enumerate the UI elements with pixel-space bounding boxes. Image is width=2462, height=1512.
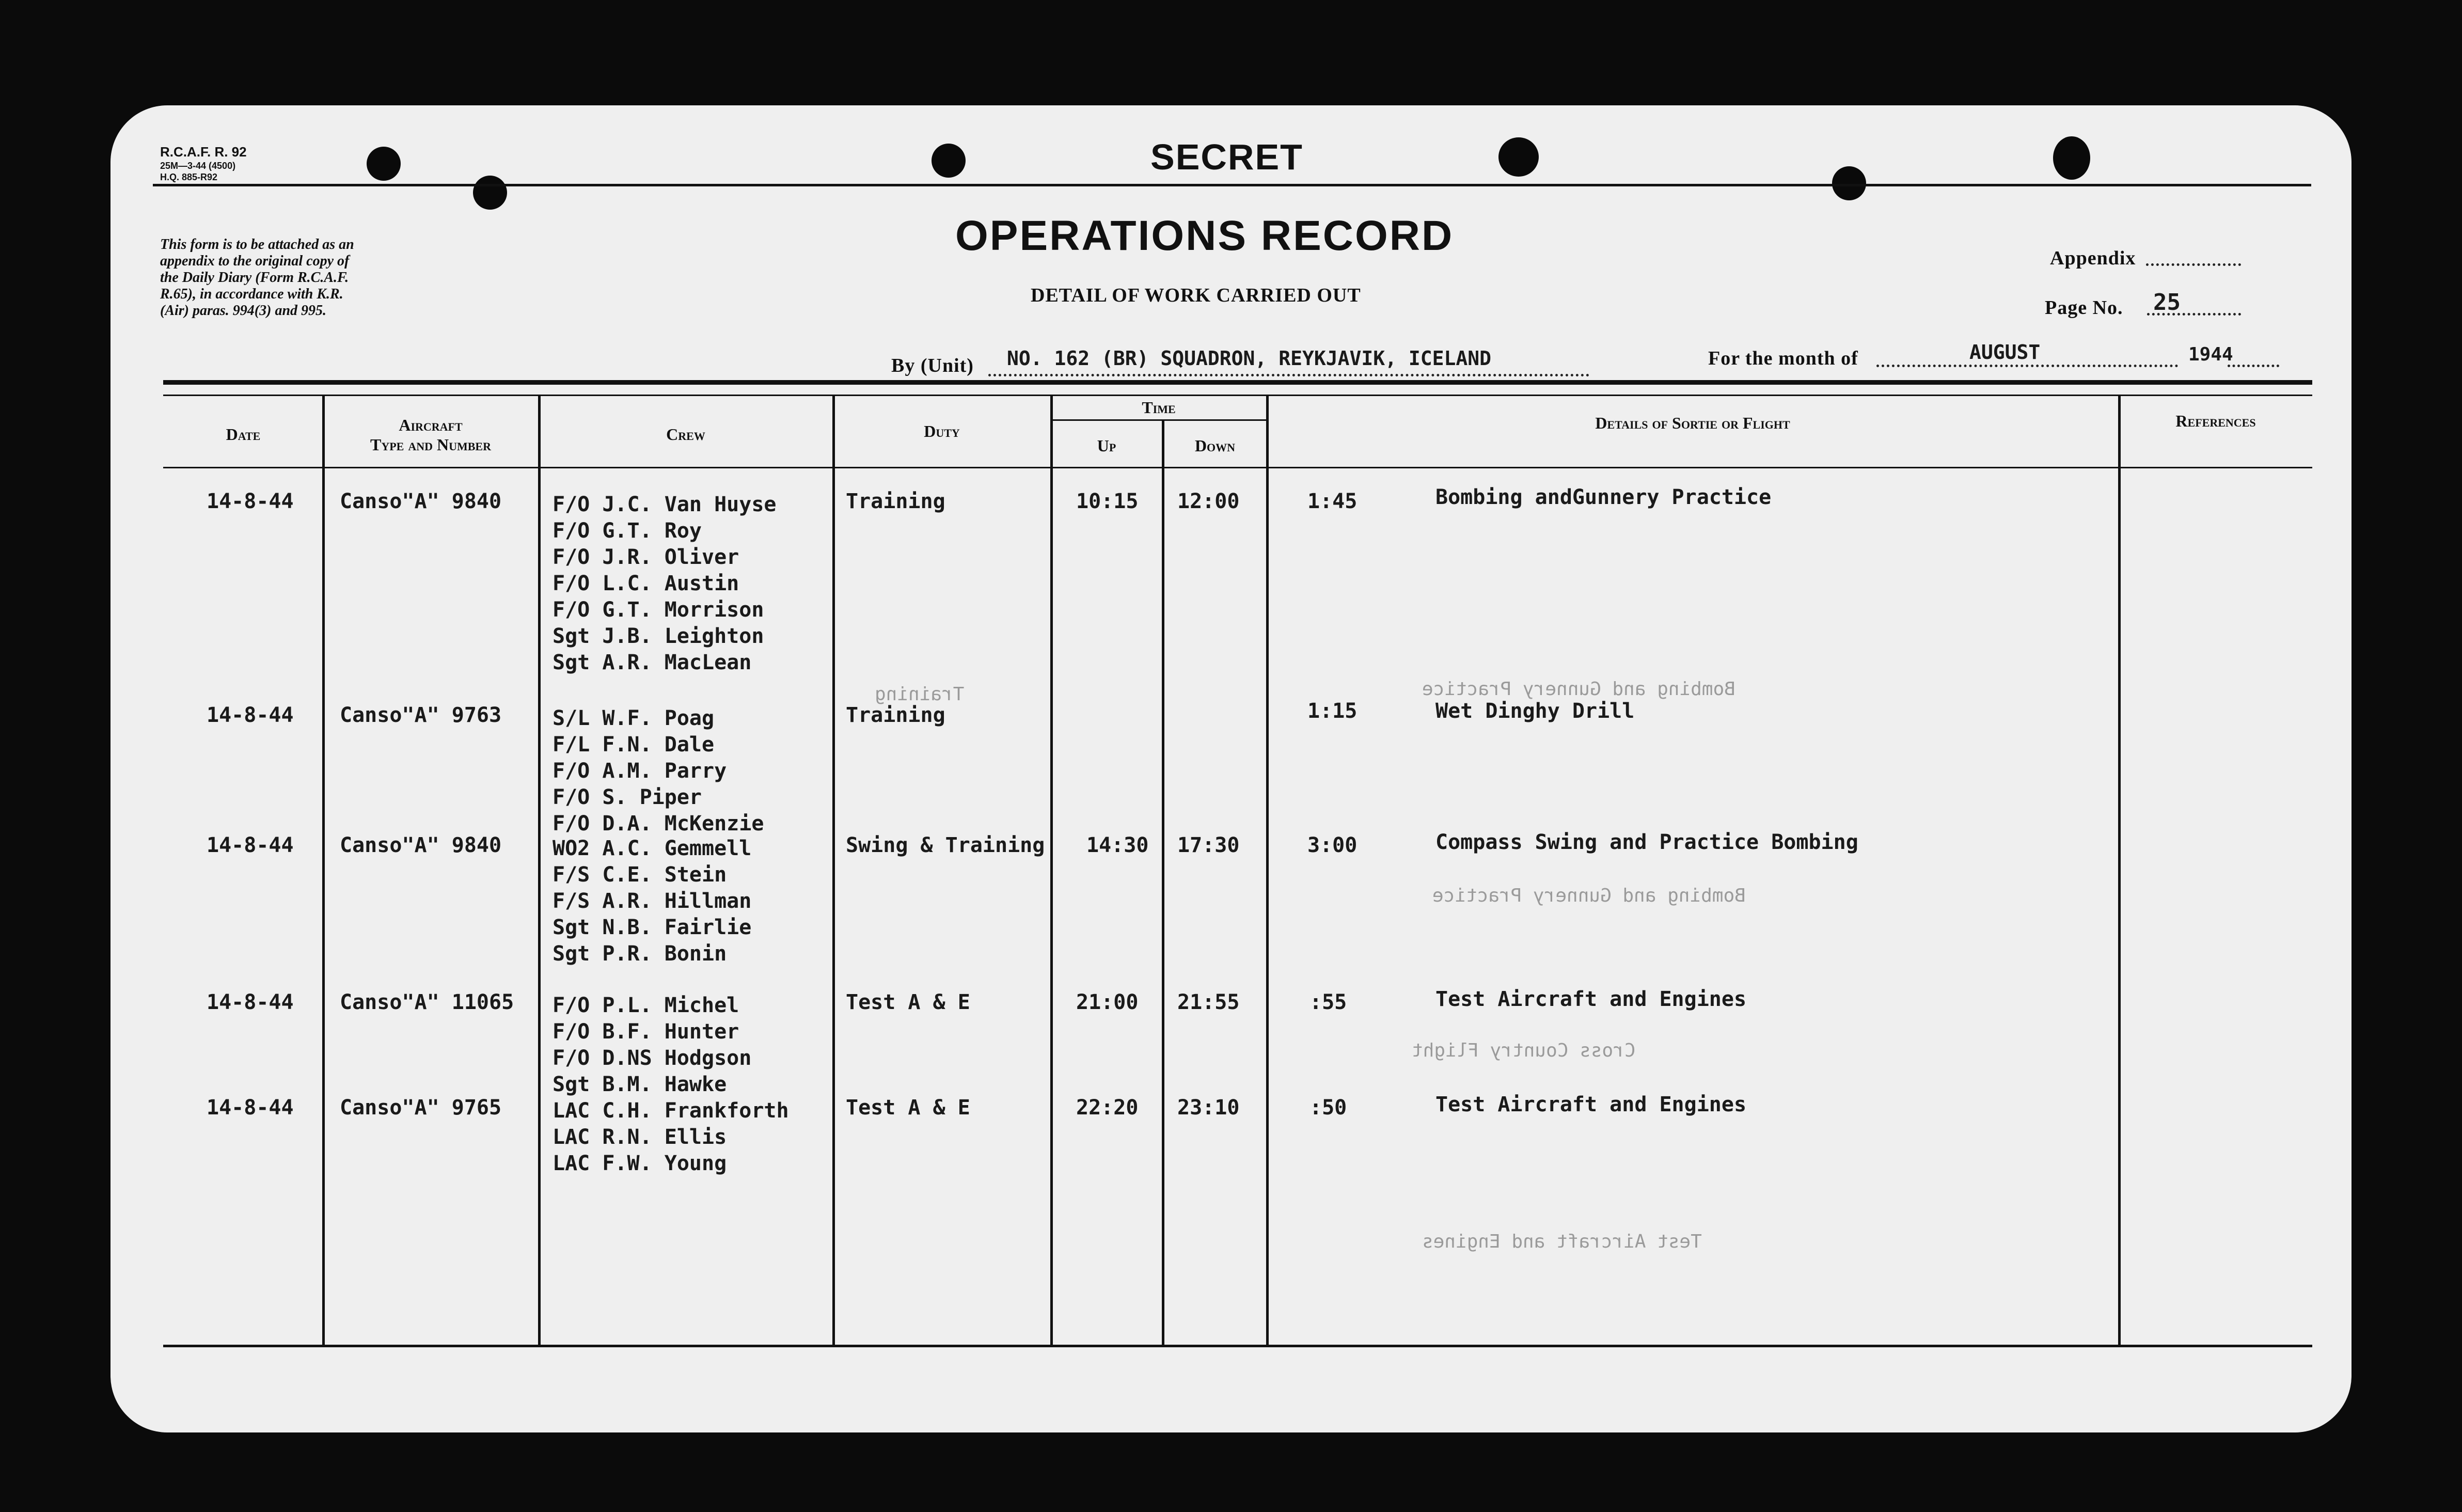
row-duration: 3:00 [1307,833,1358,857]
row-duty: Test A & E [846,990,970,1014]
row-crew-list [553,705,764,837]
year-field [2228,365,2279,367]
table-bottom-rule [163,1345,2312,1347]
row-crew-list [553,492,776,676]
row-date: 14-8-44 [207,703,294,727]
header-aircraft-line1: Aircraft [399,416,463,434]
year-value: 1944 [2188,344,2233,365]
month-field [1876,365,2178,367]
row-aircraft: Canso"A" 9763 [340,703,502,727]
form-code-block [160,144,247,183]
show-through-text: Training [875,684,965,705]
top-rule [153,184,2311,186]
row-crew-list [553,993,751,1098]
crew-member: F/L F.N. Dale [553,733,715,757]
punch-hole [473,176,507,210]
punch-hole [1832,166,1866,200]
header-references: References [2175,412,2256,430]
form-title: OPERATIONS RECORD [955,212,1454,259]
row-duration: :50 [1309,1096,1347,1120]
show-through-text: Bombing and Gunnery Practice [1432,885,1746,906]
time-subheader-rule [1051,419,1267,421]
row-duration: :55 [1309,990,1347,1014]
table-top-rule [163,380,2312,385]
row-aircraft: Canso"A" 11065 [340,990,514,1014]
crew-member: Sgt P.R. Bonin [553,942,727,966]
row-time-down: 17:30 [1177,833,1240,857]
unit-value: NO. 162 (BR) SQUADRON, REYKJAVIK, ICELAND [1007,347,1491,370]
page-number: 25 [2153,289,2181,316]
crew-member: F/O D.NS Hodgson [553,1046,752,1070]
crew-member: F/O P.L. Michel [553,994,739,1017]
punch-hole [367,147,401,181]
form-subtitle: DETAIL OF WORK CARRIED OUT [1031,285,1361,306]
row-details: Compass Swing and Practice Bombing [1435,830,1858,854]
instructions [160,237,449,319]
instruction-line: (Air) paras. 994(3) and 995. [160,303,327,319]
row-duty: Test A & E [846,1096,970,1120]
row-details: Test Aircraft and Engines [1435,1093,1747,1116]
row-aircraft: Canso"A" 9840 [340,833,502,857]
unit-field [988,374,1589,376]
column-divider [538,396,541,1345]
appendix-field [2146,263,2241,266]
crew-member: S/L W.F. Poag [553,706,715,730]
column-divider [322,396,325,1345]
row-time-down: 23:10 [1177,1096,1240,1120]
row-time-up: 14:30 [1086,833,1149,857]
row-date: 14-8-44 [207,990,294,1014]
month-value: AUGUST [1969,341,2041,364]
crew-member: F/O B.F. Hunter [553,1020,739,1044]
crew-member: F/O A.M. Parry [553,759,727,783]
row-details: Test Aircraft and Engines [1435,987,1747,1011]
punch-hole [1498,137,1539,177]
crew-member: WO2 A.C. Gemmell [553,837,752,860]
row-date: 14-8-44 [207,490,294,513]
show-through-text: Bombing and Gunnery Practice [1422,679,1735,700]
classification-stamp: SECRET [1150,137,1303,177]
punch-hole [932,144,966,178]
row-time-up: 22:20 [1076,1096,1139,1120]
column-divider [832,396,835,1345]
header-time-up: Up [1097,436,1116,455]
appendix-label: Appendix [2050,247,2136,269]
row-time-up: 10:15 [1076,490,1139,513]
row-aircraft: Canso"A" 9840 [340,490,502,513]
crew-member: F/O L.C. Austin [553,572,739,595]
row-crew-list [553,836,751,967]
form-hq-code: H.Q. 885-R92 [160,172,218,182]
row-date: 14-8-44 [207,833,294,857]
show-through-text: Test Aircraft and Engines [1422,1231,1702,1252]
form-print-code: 25M—3-44 (4500) [160,161,236,171]
header-time: Time [1142,398,1176,417]
crew-member: F/O S. Piper [553,785,702,809]
row-date: 14-8-44 [207,1096,294,1120]
header-details: Details of Sortie or Flight [1595,414,1790,432]
unit-label: By (Unit) [891,355,974,376]
show-through-text: Cross Country Flight [1412,1040,1636,1061]
row-duty: Swing & Training [846,833,1045,857]
header-bottom-rule [163,467,2312,468]
row-crew-list [553,1098,789,1177]
row-time-down: 21:55 [1177,990,1240,1014]
header-aircraft [323,415,538,454]
operations-record-form [111,105,2351,1432]
punch-hole [2053,136,2090,180]
crew-member: LAC C.H. Frankforth [553,1099,789,1123]
crew-member: Sgt B.M. Hawke [553,1073,727,1096]
header-crew: Crew [666,425,705,444]
row-duration: 1:45 [1307,490,1358,513]
column-divider [1162,419,1164,1345]
instruction-line: appendix to the original copy of [160,253,350,269]
crew-member: Sgt N.B. Fairlie [553,916,752,939]
page-label: Page No. [2045,297,2123,319]
form-code: R.C.A.F. R. 92 [160,144,247,160]
crew-member: F/O J.C. Van Huyse [553,493,777,516]
instruction-line: R.65), in accordance with K.R. [160,286,343,302]
crew-member: Sgt J.B. Leighton [553,624,764,648]
column-divider [1050,396,1053,1345]
row-time-up: 21:00 [1076,990,1139,1014]
row-time-down: 12:00 [1177,490,1240,513]
header-aircraft-line2: Type and Number [370,435,491,454]
row-aircraft: Canso"A" 9765 [340,1096,502,1120]
crew-member: F/O J.R. Oliver [553,545,739,569]
row-details: Wet Dinghy Drill [1435,699,1635,723]
header-date: Date [226,425,261,444]
row-duty: Training [846,490,945,513]
crew-member: Sgt A.R. MacLean [553,651,752,674]
header-time-down: Down [1194,436,1236,455]
crew-member: F/O D.A. McKenzie [553,812,764,836]
row-details: Bombing andGunnery Practice [1435,485,1772,509]
column-divider [2118,396,2121,1345]
crew-member: F/S A.R. Hillman [553,889,752,913]
crew-member: F/O G.T. Morrison [553,598,764,622]
crew-member: LAC F.W. Young [553,1152,727,1175]
instruction-line: This form is to be attached as an [160,237,354,253]
crew-member: F/O G.T. Roy [553,519,702,543]
table-top-rule-thin [163,395,2312,396]
row-duration: 1:15 [1307,699,1358,723]
crew-member: LAC R.N. Ellis [553,1125,727,1149]
row-duty: Training [846,703,945,727]
header-duty: Duty [924,422,960,440]
month-label: For the month of [1708,348,1858,369]
column-divider [1266,396,1269,1345]
instruction-line: the Daily Diary (Form R.C.A.F. [160,270,349,286]
crew-member: F/S C.E. Stein [553,863,727,887]
